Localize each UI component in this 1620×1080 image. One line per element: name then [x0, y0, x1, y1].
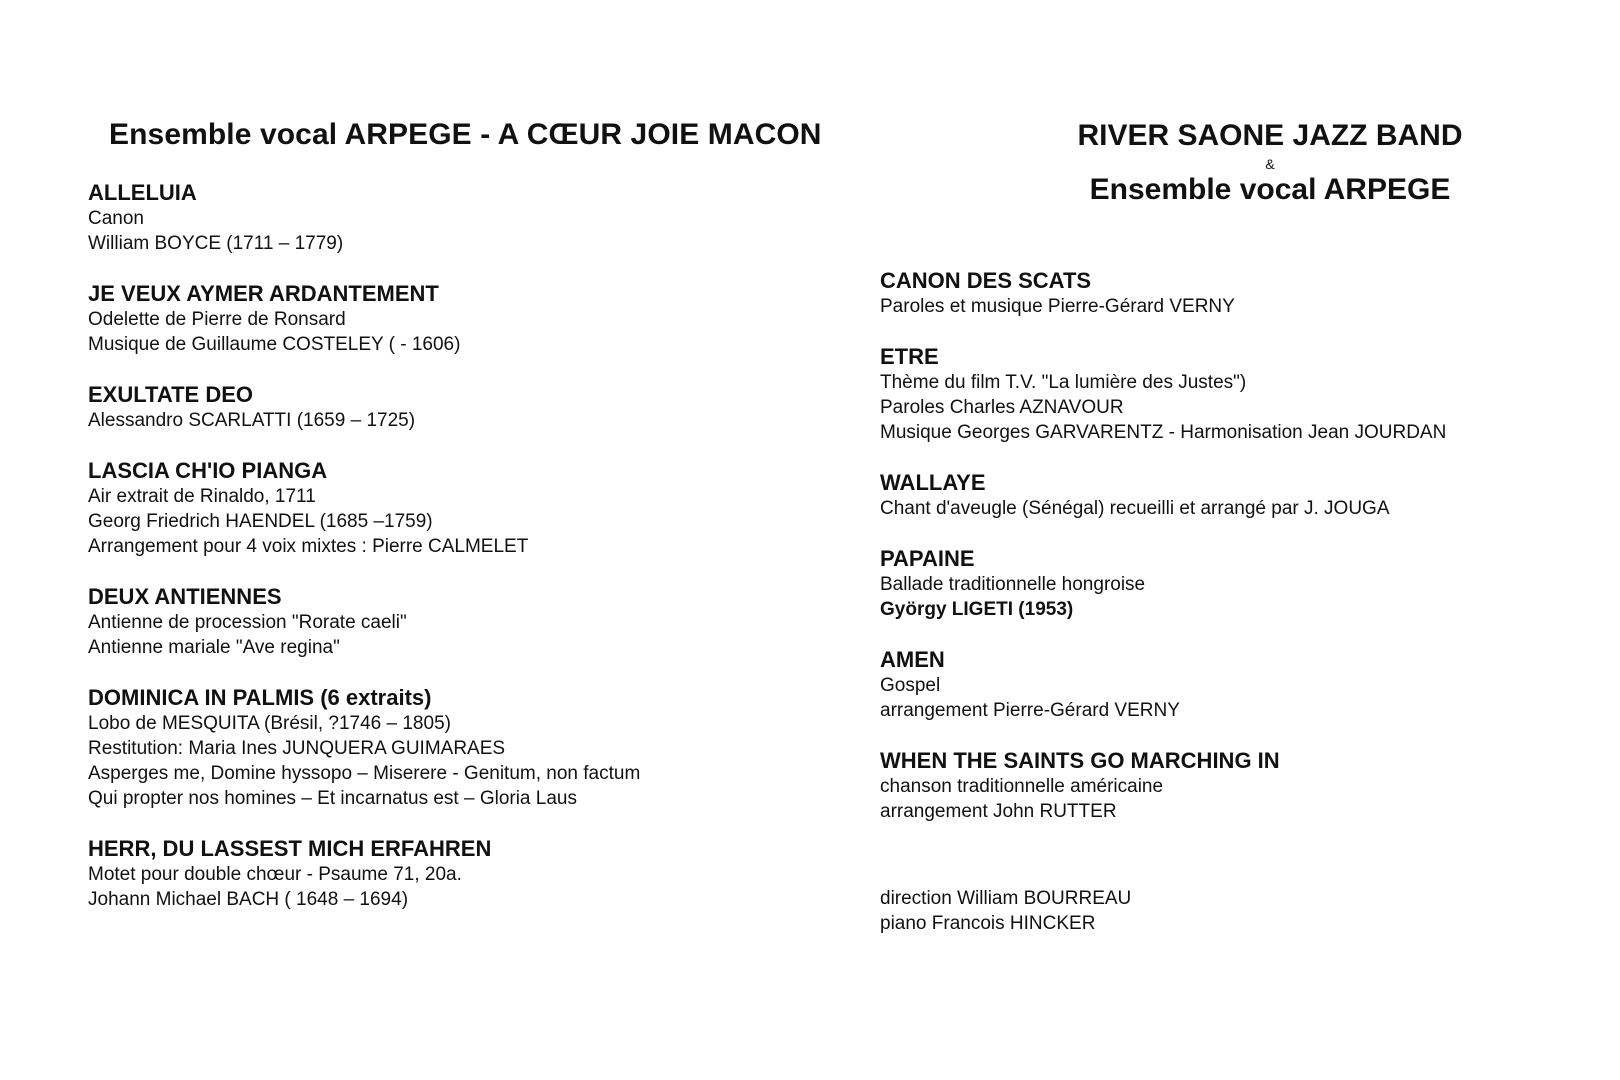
- program-item-title: PAPAINE: [880, 546, 975, 571]
- program-item: [88, 584, 848, 660]
- program-item-title: DEUX ANTIENNES: [88, 584, 282, 609]
- program-item-detail: Paroles et musique Pierre-Gérard VERNY: [880, 296, 1235, 317]
- program-item-title: CANON DES SCATS: [880, 268, 1092, 293]
- program-item-detail: Chant d'aveugle (Sénégal) recueilli et arrangé par J. JOUGA: [880, 498, 1390, 519]
- program-item-title: AMEN: [880, 647, 945, 672]
- right-program-ampersand: &: [1265, 156, 1275, 172]
- program-item-detail: Ballade traditionnelle hongroise: [880, 574, 1146, 595]
- program-item: [88, 382, 848, 433]
- program-item-detail: Odelette de Pierre de Ronsard: [88, 309, 346, 330]
- program-item-detail: Qui propter nos homines – Et incarnatus est – Gloria Laus: [88, 788, 577, 809]
- credit-line: direction William BOURREAU: [880, 888, 1132, 909]
- program-item-title: JE VEUX AYMER ARDANTEMENT: [88, 281, 439, 306]
- right-program-title-1: RIVER SAONE JAZZ BAND: [1077, 119, 1463, 152]
- program-item-title: WHEN THE SAINTS GO MARCHING IN: [880, 748, 1280, 773]
- right-program-title-2: Ensemble vocal ARPEGE: [1089, 173, 1451, 206]
- program-item-detail: Canon: [88, 208, 144, 229]
- program-item-detail: Antienne de procession "Rorate caeli": [88, 612, 407, 633]
- program-item-detail: Thème du film T.V. "La lumière des Justes"): [880, 372, 1247, 393]
- program-item-detail: Asperges me, Domine hyssopo – Miserere - Genitum, non factum: [88, 763, 641, 784]
- program-item-detail: Motet pour double chœur - Psaume 71, 20a.: [88, 864, 462, 885]
- program-item-detail: Gospel: [880, 675, 941, 696]
- program-item-detail: Alessandro SCARLATTI (1659 – 1725): [88, 410, 416, 431]
- program-item-detail: Johann Michael BACH ( 1648 – 1694): [88, 889, 409, 910]
- program-item-detail: chanson traditionnelle américaine: [880, 776, 1164, 797]
- program-item-title: WALLAYE: [880, 470, 986, 495]
- program-item-detail: Arrangement pour 4 voix mixtes : Pierre CALMELET: [88, 536, 529, 557]
- program-item: [880, 748, 1600, 824]
- program-item-detail: Air extrait de Rinaldo, 1711: [88, 486, 316, 507]
- program-item-title: EXULTATE DEO: [88, 382, 253, 407]
- program-item: [88, 281, 848, 357]
- right-piece-list: [880, 268, 1600, 849]
- program-item: [880, 268, 1600, 319]
- program-item-detail: Musique Georges GARVARENTZ - Harmonisation Jean JOURDAN: [880, 422, 1447, 443]
- program-item-detail: arrangement John RUTTER: [880, 801, 1117, 822]
- program-item-detail: Musique de Guillaume COSTELEY ( - 1606): [88, 334, 461, 355]
- program-item-detail: György LIGETI (1953): [880, 599, 1074, 620]
- program-item: [880, 546, 1600, 622]
- program-item: [88, 685, 848, 811]
- program-item: [88, 836, 848, 912]
- program-item: [880, 470, 1600, 521]
- program-item-title: ALLELUIA: [88, 180, 197, 205]
- program-item: [88, 458, 848, 559]
- program-item-title: ETRE: [880, 344, 939, 369]
- program-item-detail: Antienne mariale "Ave regina": [88, 637, 340, 658]
- program-item-title: DOMINICA IN PALMIS (6 extraits): [88, 685, 432, 710]
- program-item-detail: Lobo de MESQUITA (Brésil, ?1746 – 1805): [88, 713, 451, 734]
- program-item-detail: Georg Friedrich HAENDEL (1685 –1759): [88, 511, 433, 532]
- credit-line: piano Francois HINCKER: [880, 913, 1096, 934]
- left-piece-list: [88, 180, 848, 937]
- right-program-header: [1000, 118, 1540, 208]
- program-item: [880, 647, 1600, 723]
- program-item-title: LASCIA CH'IO PIANGA: [88, 458, 328, 483]
- program-item-title: HERR, DU LASSEST MICH ERFAHREN: [88, 836, 492, 861]
- program-item-detail: arrangement Pierre-Gérard VERNY: [880, 700, 1180, 721]
- program-item: [880, 344, 1600, 445]
- credits-block: [880, 886, 1580, 936]
- left-program-title: Ensemble vocal ARPEGE - A CŒUR JOIE MACON: [109, 118, 822, 151]
- program-item: [88, 180, 848, 256]
- program-item-detail: William BOYCE (1711 – 1779): [88, 233, 344, 254]
- program-item-detail: Paroles Charles AZNAVOUR: [880, 397, 1124, 418]
- program-item-detail: Restitution: Maria Ines JUNQUERA GUIMARAES: [88, 738, 506, 759]
